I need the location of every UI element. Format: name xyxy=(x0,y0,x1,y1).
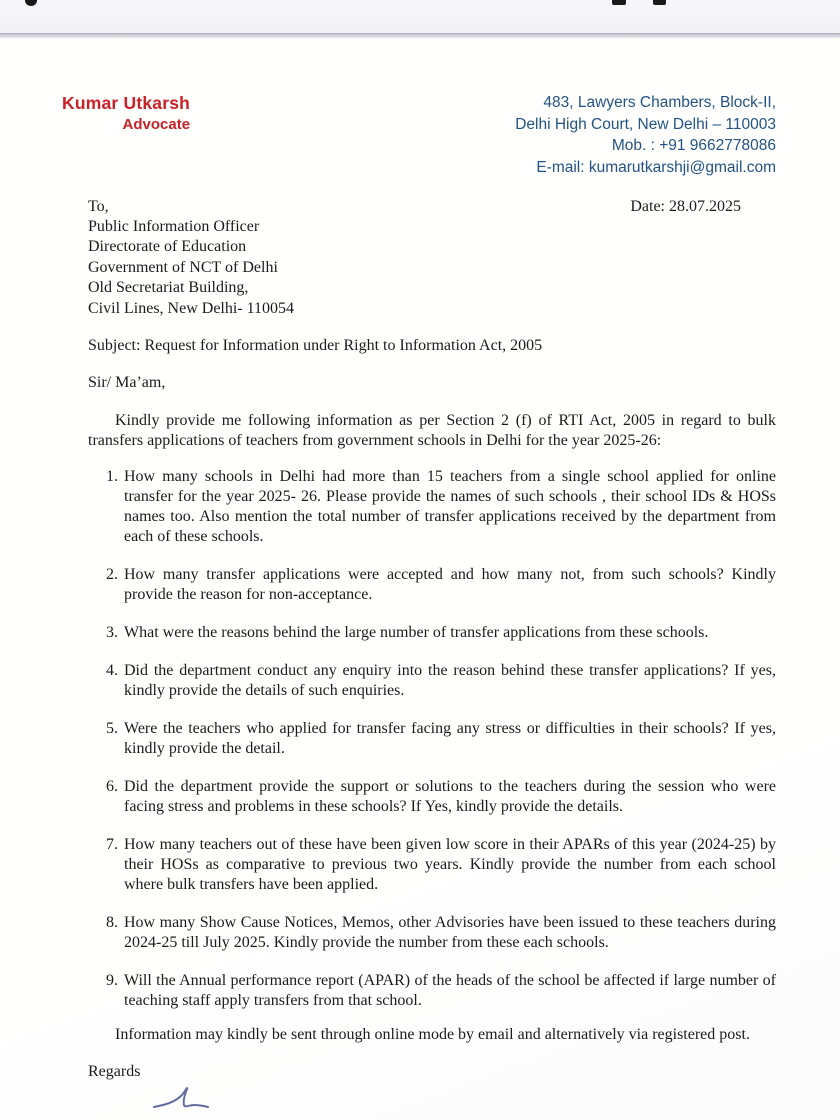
recipient-address xyxy=(88,217,776,319)
list-item xyxy=(122,835,776,895)
list-item-text: Did the department provide the support or solutions to the teachers during the session who were facing stress and problems in these schools? If Yes, kindly provide the details. xyxy=(124,778,776,816)
list-item-text: Did the department conduct any enquiry into the reason behind these transfer applications? If yes, kindly provide the details of such enquiries. xyxy=(124,662,776,700)
signature-stroke xyxy=(152,1084,776,1116)
list-item xyxy=(122,661,776,701)
recipient-to: To, xyxy=(88,198,109,215)
letter-date: Date: 28.07.2025 xyxy=(630,198,741,215)
list-item-text: How many transfer applications were accepted and how many not, from such schools? Kindly provide the reason for non-acceptance. xyxy=(124,566,776,604)
advocate-name: Kumar Utkarsh xyxy=(62,93,191,113)
partial-toolbar-icon[interactable] xyxy=(653,0,666,5)
letterhead xyxy=(62,92,776,178)
partial-toolbar-icon[interactable] xyxy=(25,0,37,6)
list-item xyxy=(122,913,776,953)
recipient-line: Directorate of Education xyxy=(88,238,247,256)
list-item-text: What were the reasons behind the large number of transfer applications from these schools. xyxy=(124,624,709,642)
recipient-line: Public Information Officer xyxy=(88,218,260,235)
list-item xyxy=(122,971,776,1011)
contact-address-line: Delhi High Court, New Delhi – 110003 xyxy=(515,115,776,133)
subject-line: Subject: Request for Information under Right to Information Act, 2005 xyxy=(88,337,543,355)
recipient-line: Civil Lines, New Delhi- 110054 xyxy=(88,299,295,317)
recipient-row xyxy=(88,197,776,217)
list-item xyxy=(122,777,776,817)
list-item-text: Were the teachers who applied for transfer facing any stress or difficulties in their schools? If yes, kindly provide the detail. xyxy=(124,720,776,758)
partial-toolbar-icon[interactable] xyxy=(612,0,626,5)
intro-paragraph: Kindly provide me following information as per Section 2 (f) of RTI Act, 2005 in regard to bulk transfers applications of teachers from government schools in Delhi for the year 2025-26: xyxy=(88,412,776,450)
contact-address-line: 483, Lawyers Chambers, Block-II, xyxy=(543,94,776,111)
contact-email: E-mail: kumarutkarshji@gmail.com xyxy=(536,158,776,176)
list-item-text: How many teachers out of these have been given low score in their APARs of this year (2024-25) by their HOSs as comparative to previous two years. Kindly provide the number from each school where bulk transfers have been applied. xyxy=(124,836,776,894)
list-item xyxy=(122,623,776,643)
regards: Regards xyxy=(88,1063,141,1081)
recipient-line: Old Secretariat Building, xyxy=(88,279,249,297)
letter-body xyxy=(88,197,776,1116)
rti-question-list xyxy=(88,467,776,1011)
closing-paragraph: Information may kindly be sent through online mode by email and alternatively via registered post. xyxy=(115,1026,750,1044)
letterhead-identity xyxy=(62,92,190,136)
list-item-text: Will the Annual performance report (APAR) of the heads of the school be affected if large number of teaching staff apply transfers from that school. xyxy=(124,972,776,1010)
list-item xyxy=(122,565,776,605)
list-item xyxy=(122,467,776,547)
letterhead-contact xyxy=(515,92,776,178)
list-item xyxy=(122,719,776,759)
advocate-designation: Advocate xyxy=(122,116,191,133)
list-item-text: How many schools in Delhi had more than 15 teachers from a single school applied for online transfer for the year 2025- 26. Please provide the names of such schools , their school IDs & HOSs names too. Also mention the total number of transfer applications received by the department from each of these schools. xyxy=(124,468,776,546)
list-item-text: How many Show Cause Notices, Memos, other Advisories have been issued to these teachers during 2024-25 till July 2025. Kindly provide the number from these each schools. xyxy=(124,914,776,952)
letter-page xyxy=(0,38,840,1120)
salutation: Sir/ Ma’am, xyxy=(88,374,166,392)
contact-mobile: Mob. : +91 9662778086 xyxy=(611,137,776,154)
viewer-toolbar xyxy=(0,0,840,33)
recipient-line: Government of NCT of Delhi xyxy=(88,258,278,276)
